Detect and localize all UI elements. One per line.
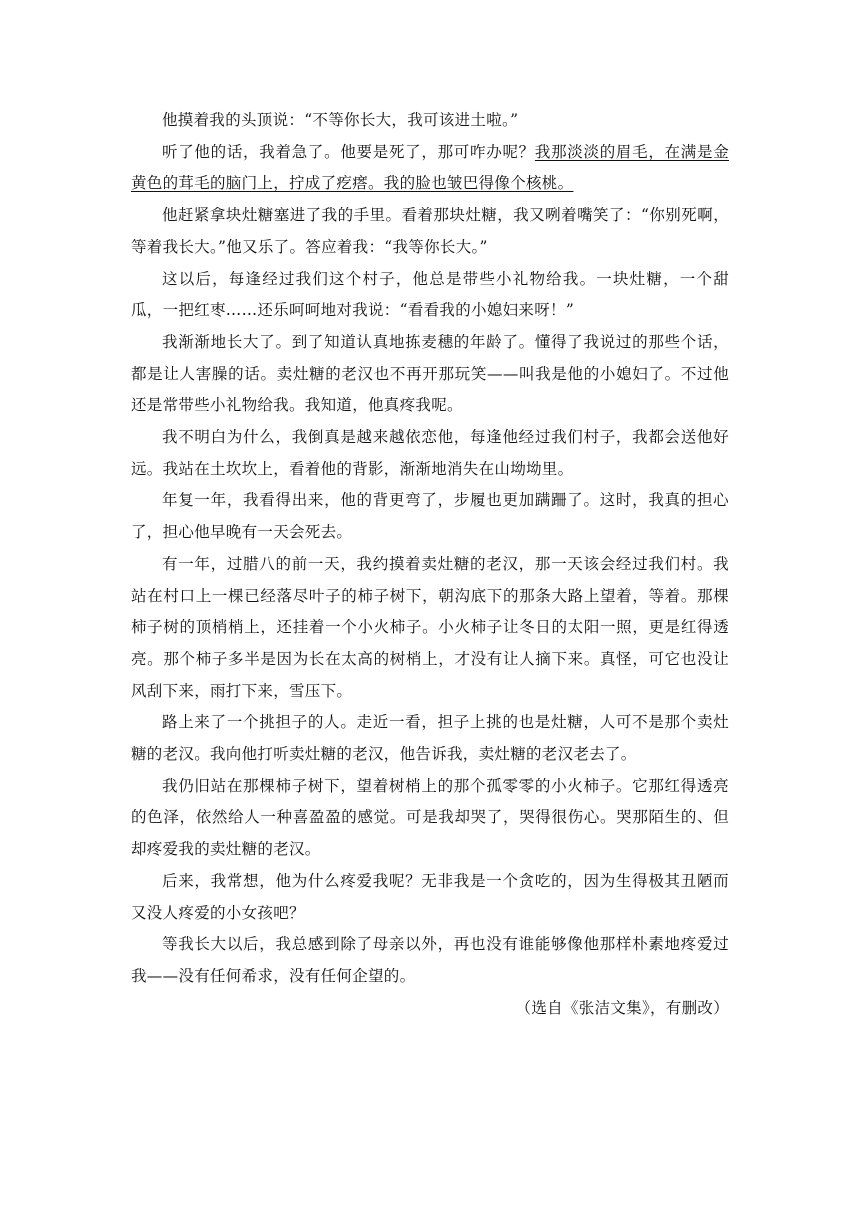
paragraph-12 [131, 929, 729, 992]
paragraph-text: 路上来了一个挑担子的人。走近一看，担子上挑的也是灶糖，人可不是那个卖灶糖的老汉。我向他打听卖灶糖的老汉，他告诉我，卖灶糖的老汉老去了。 [131, 713, 729, 764]
paragraph-text: 等我长大以后，我总感到除了母亲以外，再也没有谁能够像他那样朴素地疼爱过我——没有任何希求，没有任何企望的。 [131, 935, 729, 985]
paragraph-2 [131, 137, 729, 200]
document-page [131, 105, 729, 1024]
source-note: （选自《张洁文集》，有删改） [515, 998, 729, 1017]
paragraph-4 [131, 264, 729, 327]
paragraph-text: 我不明白为什么，我倒真是越来越依恋他，每逢他经过我们村子，我都会送他好远。我站在土坎坎上，看着他的背影，渐渐地消失在山坳坳里。 [131, 428, 729, 478]
paragraph-5 [131, 327, 729, 422]
paragraph-8 [131, 549, 729, 708]
paragraph-text: 这以后，每逢经过我们这个村子，他总是带些小礼物给我。一块灶糖，一个甜瓜，一把红枣……还乐呵呵地对我说：“看看我的小媳妇来呀！” [131, 269, 729, 320]
paragraph-text: 听了他的话，我着急了。他要是死了，那可咋办呢？ [162, 142, 535, 161]
paragraph-text: 后来，我常想，他为什么疼爱我呢？无非我是一个贪吃的，因为生得极其丑陋而又没人疼爱的小女孩吧？ [131, 871, 729, 922]
underlined-sentence: 我那淡淡的眉毛，在满是金黄色的茸毛的脑门上，拧成了疙瘩。我的脸也皱巴得像个核桃。 [131, 142, 730, 193]
paragraph-10 [131, 771, 729, 866]
paragraph-7 [131, 485, 729, 548]
paragraph-text: 他摸着我的头顶说：“不等你长大，我可该进土啦。” [162, 111, 519, 129]
paragraph-text: 我渐渐地长大了。到了知道认真地拣麦穗的年龄了。懂得了我说过的那些个话，都是让人害臊的话。卖灶糖的老汉也不再开那玩笑——叫我是他的小媳妇了。不过他还是常带些小礼物给我。我知道，他真疼我呢。 [131, 332, 729, 415]
paragraph-11 [131, 866, 729, 929]
paragraph-text: 有一年，过腊八的前一天，我约摸着卖灶糖的老汉，那一天该会经过我们村。我站在村口上一棵已经落尽叶子的柿子树下，朝沟底下的那条大路上望着，等着。那棵柿子树的顶梢梢上，还挂着一个小火柿子。小火柿子让冬日的太阳一照，更是红得透亮。那个柿子多半是因为长在太高的树梢上，才没有让人摘下来。真怪，可它也没让风刮下来，雨打下来，雪压下。 [131, 554, 729, 700]
paragraph-1 [131, 105, 729, 137]
paragraph-text: 他赶紧拿块灶糖塞进了我的手里。看着那块灶糖，我又咧着嘴笑了：“你别死啊，等着我长大。”他又乐了。答应着我：“我等你长大。” [131, 206, 729, 256]
paragraph-6 [131, 422, 729, 485]
paragraph-text: 年复一年，我看得出来，他的背更弯了，步履也更加蹒跚了。这时，我真的担心了，担心他早晚有一天会死去。 [131, 491, 729, 542]
paragraph-3 [131, 200, 729, 263]
paragraph-9 [131, 707, 729, 770]
paragraph-text: 我仍旧站在那棵柿子树下，望着树梢上的那个孤零零的小火柿子。它那红得透亮的色泽，依然给人一种喜盈盈的感觉。可是我却哭了，哭得很伤心。哭那陌生的、但却疼爱我的卖灶糖的老汉。 [131, 776, 729, 859]
